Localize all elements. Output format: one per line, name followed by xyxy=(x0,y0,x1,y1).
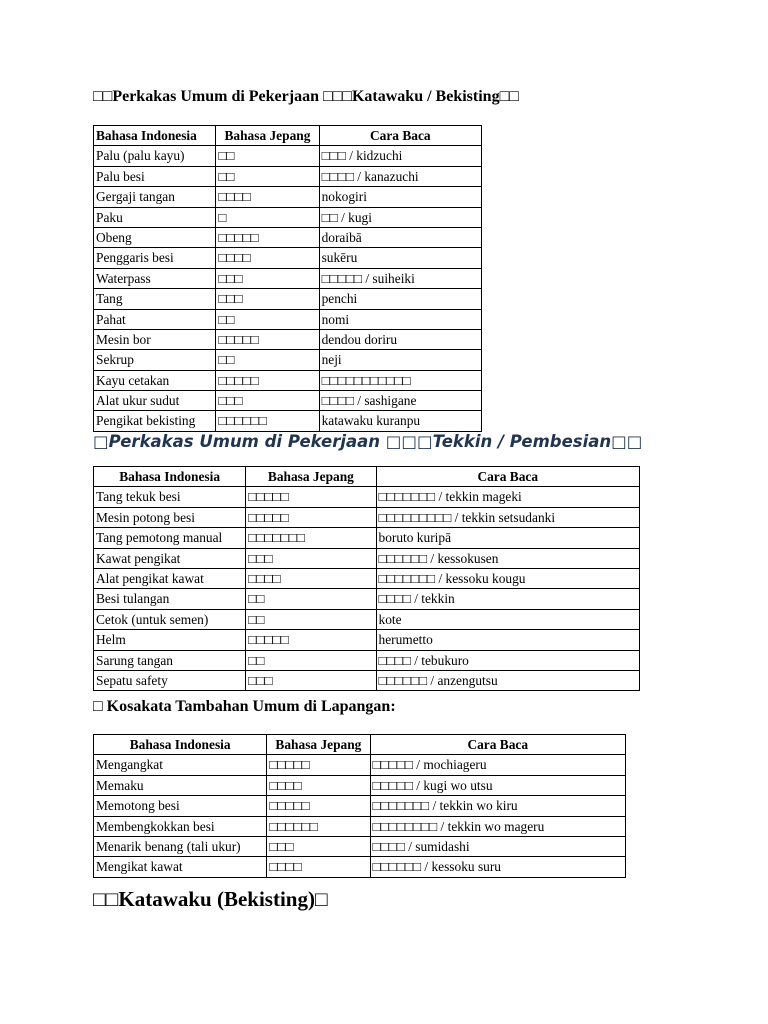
cell-indonesia: Pengikat bekisting xyxy=(94,411,216,431)
cell-jepang: □□□ xyxy=(246,670,376,690)
table-row xyxy=(94,227,482,247)
cell-jepang: □□□□ xyxy=(246,568,376,588)
cell-jepang: □□□ xyxy=(216,391,319,411)
cell-cara-baca: □□□□□ / kugi wo utsu xyxy=(370,775,626,795)
cell-cara-baca: □□□□□□□□ / tekkin wo mageru xyxy=(370,816,626,836)
cell-jepang: □□□ xyxy=(246,548,376,568)
column-header: Bahasa Indonesia xyxy=(94,467,246,487)
column-header: Bahasa Jepang xyxy=(267,735,370,755)
cell-cara-baca: □□□□ / kanazuchi xyxy=(319,166,481,186)
cell-indonesia: Cetok (untuk semen) xyxy=(94,609,246,629)
cell-jepang: □□□ xyxy=(267,836,370,856)
cell-indonesia: Sarung tangan xyxy=(94,650,246,670)
cell-indonesia: Waterpass xyxy=(94,268,216,288)
cell-cara-baca: katawaku kuranpu xyxy=(319,411,481,431)
cell-indonesia: Kayu cetakan xyxy=(94,370,216,390)
cell-cara-baca: kote xyxy=(376,609,640,629)
cell-cara-baca: sukēru xyxy=(319,248,481,268)
cell-jepang: □□□□□ xyxy=(246,630,376,650)
cell-indonesia: Alat ukur sudut xyxy=(94,391,216,411)
cell-cara-baca: □□□□ / tekkin xyxy=(376,589,640,609)
cell-cara-baca: □□□□□□□ / tekkin wo kiru xyxy=(370,796,626,816)
table-row xyxy=(94,568,640,588)
cell-cara-baca: doraibā xyxy=(319,227,481,247)
column-header: Bahasa Jepang xyxy=(246,467,376,487)
section3-heading: □ Kosakata Tambahan Umum di Lapangan: xyxy=(93,698,396,715)
cell-indonesia: Obeng xyxy=(94,227,216,247)
cell-indonesia: Paku xyxy=(94,207,216,227)
cell-cara-baca: penchi xyxy=(319,289,481,309)
cell-indonesia: Palu (palu kayu) xyxy=(94,146,216,166)
cell-indonesia: Sekrup xyxy=(94,350,216,370)
table-row xyxy=(94,816,626,836)
cell-jepang: □□□□□ xyxy=(216,227,319,247)
table-row xyxy=(94,207,482,227)
cell-indonesia: Kawat pengikat xyxy=(94,548,246,568)
cell-indonesia: Gergaji tangan xyxy=(94,187,216,207)
table-row xyxy=(94,548,640,568)
cell-jepang: □□ xyxy=(216,166,319,186)
cell-jepang: □□□ xyxy=(216,289,319,309)
cell-cara-baca: nomi xyxy=(319,309,481,329)
cell-jepang: □□□□□ xyxy=(246,487,376,507)
cell-cara-baca: □□□□ / sashigane xyxy=(319,391,481,411)
table-row xyxy=(94,650,640,670)
cell-indonesia: Tang tekuk besi xyxy=(94,487,246,507)
column-header: Cara Baca xyxy=(376,467,640,487)
table-row xyxy=(94,187,482,207)
cell-jepang: □□□□□ xyxy=(216,329,319,349)
table-header-row xyxy=(94,126,482,146)
cell-indonesia: Mengangkat xyxy=(94,755,267,775)
cell-jepang: □□ xyxy=(246,609,376,629)
cell-cara-baca: neji xyxy=(319,350,481,370)
cell-indonesia: Besi tulangan xyxy=(94,589,246,609)
section2-heading: □Perkakas Umum di Pekerjaan □□□Tekkin / Pembesian□□ xyxy=(93,432,643,451)
table-perkakas-bekisting xyxy=(93,125,482,432)
cell-indonesia: Mesin bor xyxy=(94,329,216,349)
table-header-row xyxy=(94,735,626,755)
table-row xyxy=(94,857,626,877)
cell-indonesia: Palu besi xyxy=(94,166,216,186)
column-header: Cara Baca xyxy=(319,126,481,146)
cell-indonesia: Memaku xyxy=(94,775,267,795)
cell-jepang: □□□□□ xyxy=(267,796,370,816)
cell-indonesia: Pahat xyxy=(94,309,216,329)
cell-cara-baca: nokogiri xyxy=(319,187,481,207)
table-row xyxy=(94,248,482,268)
table-row xyxy=(94,146,482,166)
table-row xyxy=(94,391,482,411)
section1-heading: □□Perkakas Umum di Pekerjaan □□□Katawaku / Bekisting□□ xyxy=(93,88,519,105)
table-row xyxy=(94,268,482,288)
cell-indonesia: Tang xyxy=(94,289,216,309)
table-row xyxy=(94,775,626,795)
table-row xyxy=(94,670,640,690)
cell-indonesia: Sepatu safety xyxy=(94,670,246,690)
table-header-row xyxy=(94,467,640,487)
table-row xyxy=(94,507,640,527)
cell-cara-baca: □□□□□□□ / tekkin mageki xyxy=(376,487,640,507)
table-perkakas-pembesian xyxy=(93,466,640,691)
cell-cara-baca: □□□□ / tebukuro xyxy=(376,650,640,670)
cell-cara-baca: □□ / kugi xyxy=(319,207,481,227)
cell-jepang: □□□□□□ xyxy=(216,411,319,431)
section4-heading: □□Katawaku (Bekisting)□ xyxy=(93,887,328,911)
table-row xyxy=(94,370,482,390)
cell-jepang: □□ xyxy=(216,146,319,166)
cell-jepang: □□□□□□□ xyxy=(246,528,376,548)
cell-jepang: □□□□□ xyxy=(267,755,370,775)
cell-jepang: □□□□□ xyxy=(216,370,319,390)
cell-jepang: □□□□ xyxy=(216,248,319,268)
table-row xyxy=(94,350,482,370)
table-row xyxy=(94,411,482,431)
column-header: Bahasa Indonesia xyxy=(94,735,267,755)
column-header: Cara Baca xyxy=(370,735,626,755)
table-row xyxy=(94,309,482,329)
cell-indonesia: Alat pengikat kawat xyxy=(94,568,246,588)
cell-cara-baca: □□□□ / sumidashi xyxy=(370,836,626,856)
table-kosakata-tambahan xyxy=(93,734,626,878)
cell-jepang: □□□□□□ xyxy=(267,816,370,836)
cell-indonesia: Membengkokkan besi xyxy=(94,816,267,836)
table-row xyxy=(94,796,626,816)
cell-cara-baca: □□□□□ / mochiageru xyxy=(370,755,626,775)
cell-indonesia: Helm xyxy=(94,630,246,650)
cell-jepang: □□ xyxy=(246,589,376,609)
cell-cara-baca: □□□ / kidzuchi xyxy=(319,146,481,166)
cell-cara-baca: dendou doriru xyxy=(319,329,481,349)
cell-jepang: □□ xyxy=(216,309,319,329)
cell-cara-baca: □□□□□□□□□ / tekkin setsudanki xyxy=(376,507,640,527)
cell-jepang: □□□□ xyxy=(216,187,319,207)
cell-cara-baca: □□□□□□□ / kessoku kougu xyxy=(376,568,640,588)
cell-cara-baca: □□□□□□□□□□□ xyxy=(319,370,481,390)
cell-indonesia: Menarik benang (tali ukur) xyxy=(94,836,267,856)
cell-jepang: □□□□ xyxy=(267,857,370,877)
cell-cara-baca: □□□□□□ / anzengutsu xyxy=(376,670,640,690)
cell-jepang: □□ xyxy=(246,650,376,670)
cell-indonesia: Tang pemotong manual xyxy=(94,528,246,548)
cell-cara-baca: □□□□□ / suiheiki xyxy=(319,268,481,288)
column-header: Bahasa Jepang xyxy=(216,126,319,146)
cell-indonesia: Mengikat kawat xyxy=(94,857,267,877)
column-header: Bahasa Indonesia xyxy=(94,126,216,146)
cell-cara-baca: □□□□□□ / kessoku suru xyxy=(370,857,626,877)
cell-jepang: □□□□□ xyxy=(246,507,376,527)
cell-cara-baca: □□□□□□ / kessokusen xyxy=(376,548,640,568)
table-row xyxy=(94,528,640,548)
cell-indonesia: Mesin potong besi xyxy=(94,507,246,527)
cell-indonesia: Memotong besi xyxy=(94,796,267,816)
table-row xyxy=(94,487,640,507)
cell-jepang: □□□□ xyxy=(267,775,370,795)
cell-jepang: □□□ xyxy=(216,268,319,288)
cell-jepang: □□ xyxy=(216,350,319,370)
table-row xyxy=(94,609,640,629)
table-row xyxy=(94,289,482,309)
table-row xyxy=(94,630,640,650)
table-row xyxy=(94,755,626,775)
cell-indonesia: Penggaris besi xyxy=(94,248,216,268)
cell-jepang: □ xyxy=(216,207,319,227)
table-row xyxy=(94,166,482,186)
cell-cara-baca: boruto kuripā xyxy=(376,528,640,548)
table-row xyxy=(94,836,626,856)
table-row xyxy=(94,329,482,349)
table-row xyxy=(94,589,640,609)
cell-cara-baca: herumetto xyxy=(376,630,640,650)
